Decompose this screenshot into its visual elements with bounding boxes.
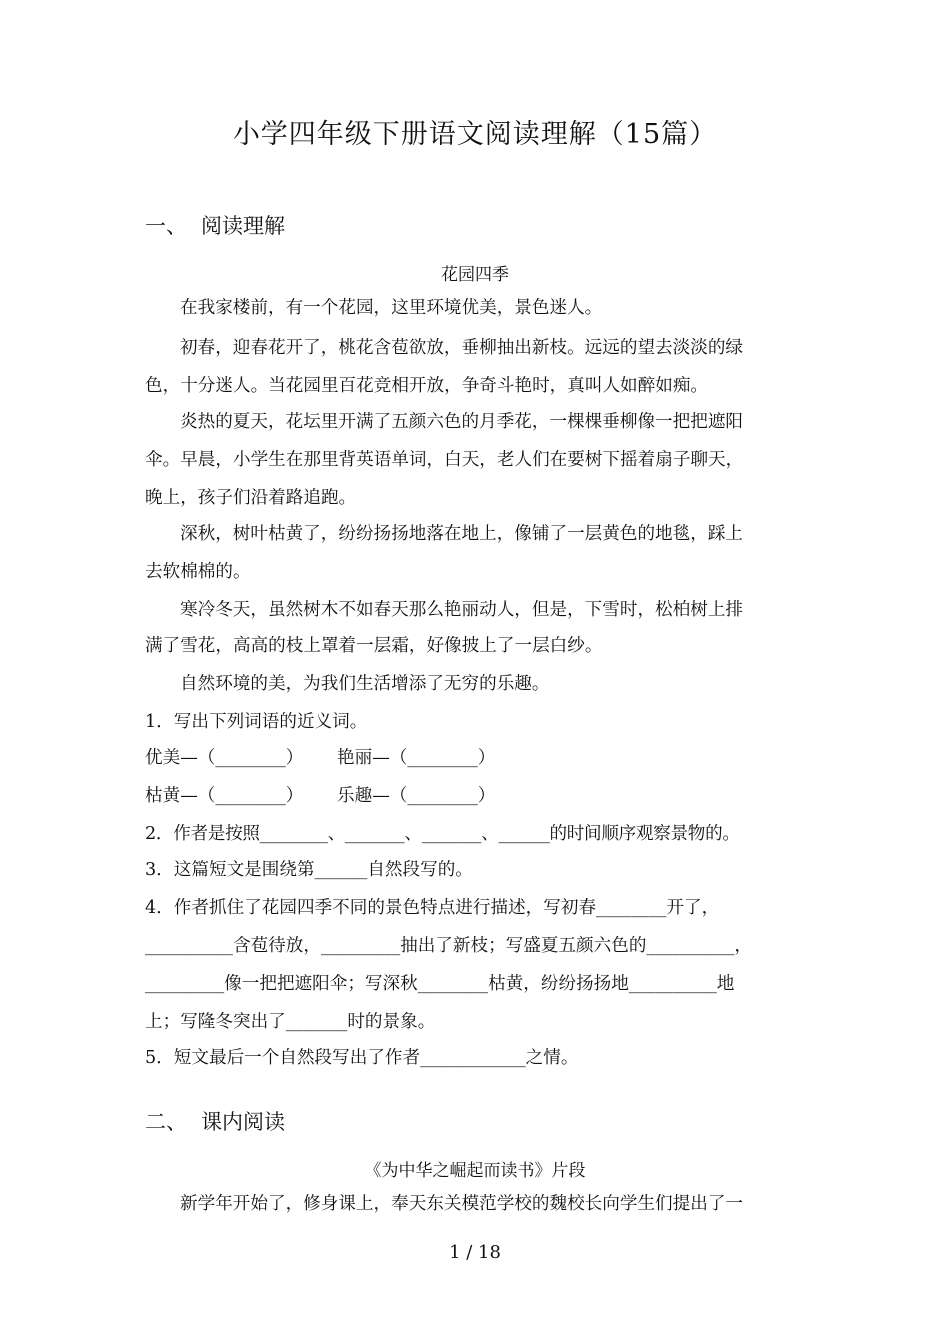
question-2: 2．作者是按照________、_______、_______、______的时间顺序观察景物的。 — [145, 824, 740, 844]
section-heading-inclass — [145, 1106, 285, 1136]
article-title: 花园四季 — [441, 265, 509, 285]
question-4-line: __________含苞待放，_________抽出了新枝；写盛夏五颜六色的__________， — [145, 936, 752, 956]
synonym-row — [145, 744, 805, 769]
paragraph-line: 深秋，树叶枯黄了，纷纷扬扬地落在地上，像铺了一层黄色的地毯，踩上 — [180, 524, 744, 544]
section-label: 阅读理解 — [201, 214, 285, 238]
paragraph-line: 初春，迎春花开了，桃花含苞欲放，垂柳抽出新枝。远远的望去淡淡的绿 — [180, 338, 744, 358]
synonym-item: 艳丽—（________） — [337, 748, 496, 768]
paragraph-line: 伞。早晨，小学生在那里背英语单词，白天，老人们在要树下摇着扇子聊天， — [145, 450, 744, 470]
synonym-item: 优美—（________） — [145, 748, 304, 768]
paragraph-line: 晚上，孩子们沿着路追跑。 — [145, 488, 357, 508]
page-number: 1 / 18 — [449, 1242, 501, 1263]
section-number: 一、 — [145, 214, 187, 238]
question-5: 5．短文最后一个自然段写出了作者____________之情。 — [145, 1048, 579, 1068]
question-4-line: 上；写隆冬突出了_______时的景象。 — [145, 1012, 436, 1032]
paragraph-line: 去软棉棉的。 — [145, 562, 251, 582]
synonym-item: 乐趣—（________） — [337, 786, 496, 806]
section-label: 课内阅读 — [201, 1110, 285, 1134]
page-title: 小学四年级下册语文阅读理解（15篇） — [232, 119, 718, 150]
paragraph-line: 自然环境的美，为我们生活增添了无穷的乐趣。 — [180, 674, 550, 694]
paragraph-line: 新学年开始了，修身课上，奉天东关模范学校的魏校长向学生们提出了一 — [180, 1194, 744, 1214]
question-4-line: 4．作者抓住了花园四季不同的景色特点进行描述，写初春________开了， — [145, 898, 720, 918]
question-1: 1．写出下列词语的近义词。 — [145, 712, 368, 732]
synonym-row — [145, 782, 805, 807]
paragraph-line: 满了雪花，高高的枝上罩着一层霜，好像披上了一层白纱。 — [145, 636, 603, 656]
paragraph-line: 寒冷冬天，虽然树木不如春天那么艳丽动人，但是，下雪时，松柏树上排 — [180, 600, 744, 620]
article-title: 《为中华之崛起而读书》片段 — [364, 1161, 586, 1181]
paragraph-line: 在我家楼前，有一个花园，这里环境优美，景色迷人。 — [180, 298, 603, 318]
synonym-item: 枯黄—（________） — [145, 786, 304, 806]
question-4-line: _________像一把把遮阳伞；写深秋________枯黄，纷纷扬扬地__________地 — [145, 974, 735, 994]
section-heading-reading — [145, 210, 285, 240]
paragraph-line: 炎热的夏天，花坛里开满了五颜六色的月季花，一棵棵垂柳像一把把遮阳 — [180, 412, 744, 432]
section-number: 二、 — [145, 1110, 187, 1134]
paragraph-line: 色，十分迷人。当花园里百花竞相开放，争奇斗艳时，真叫人如醉如痴。 — [145, 376, 709, 396]
question-3: 3．这篇短文是围绕第______自然段写的。 — [145, 860, 473, 880]
